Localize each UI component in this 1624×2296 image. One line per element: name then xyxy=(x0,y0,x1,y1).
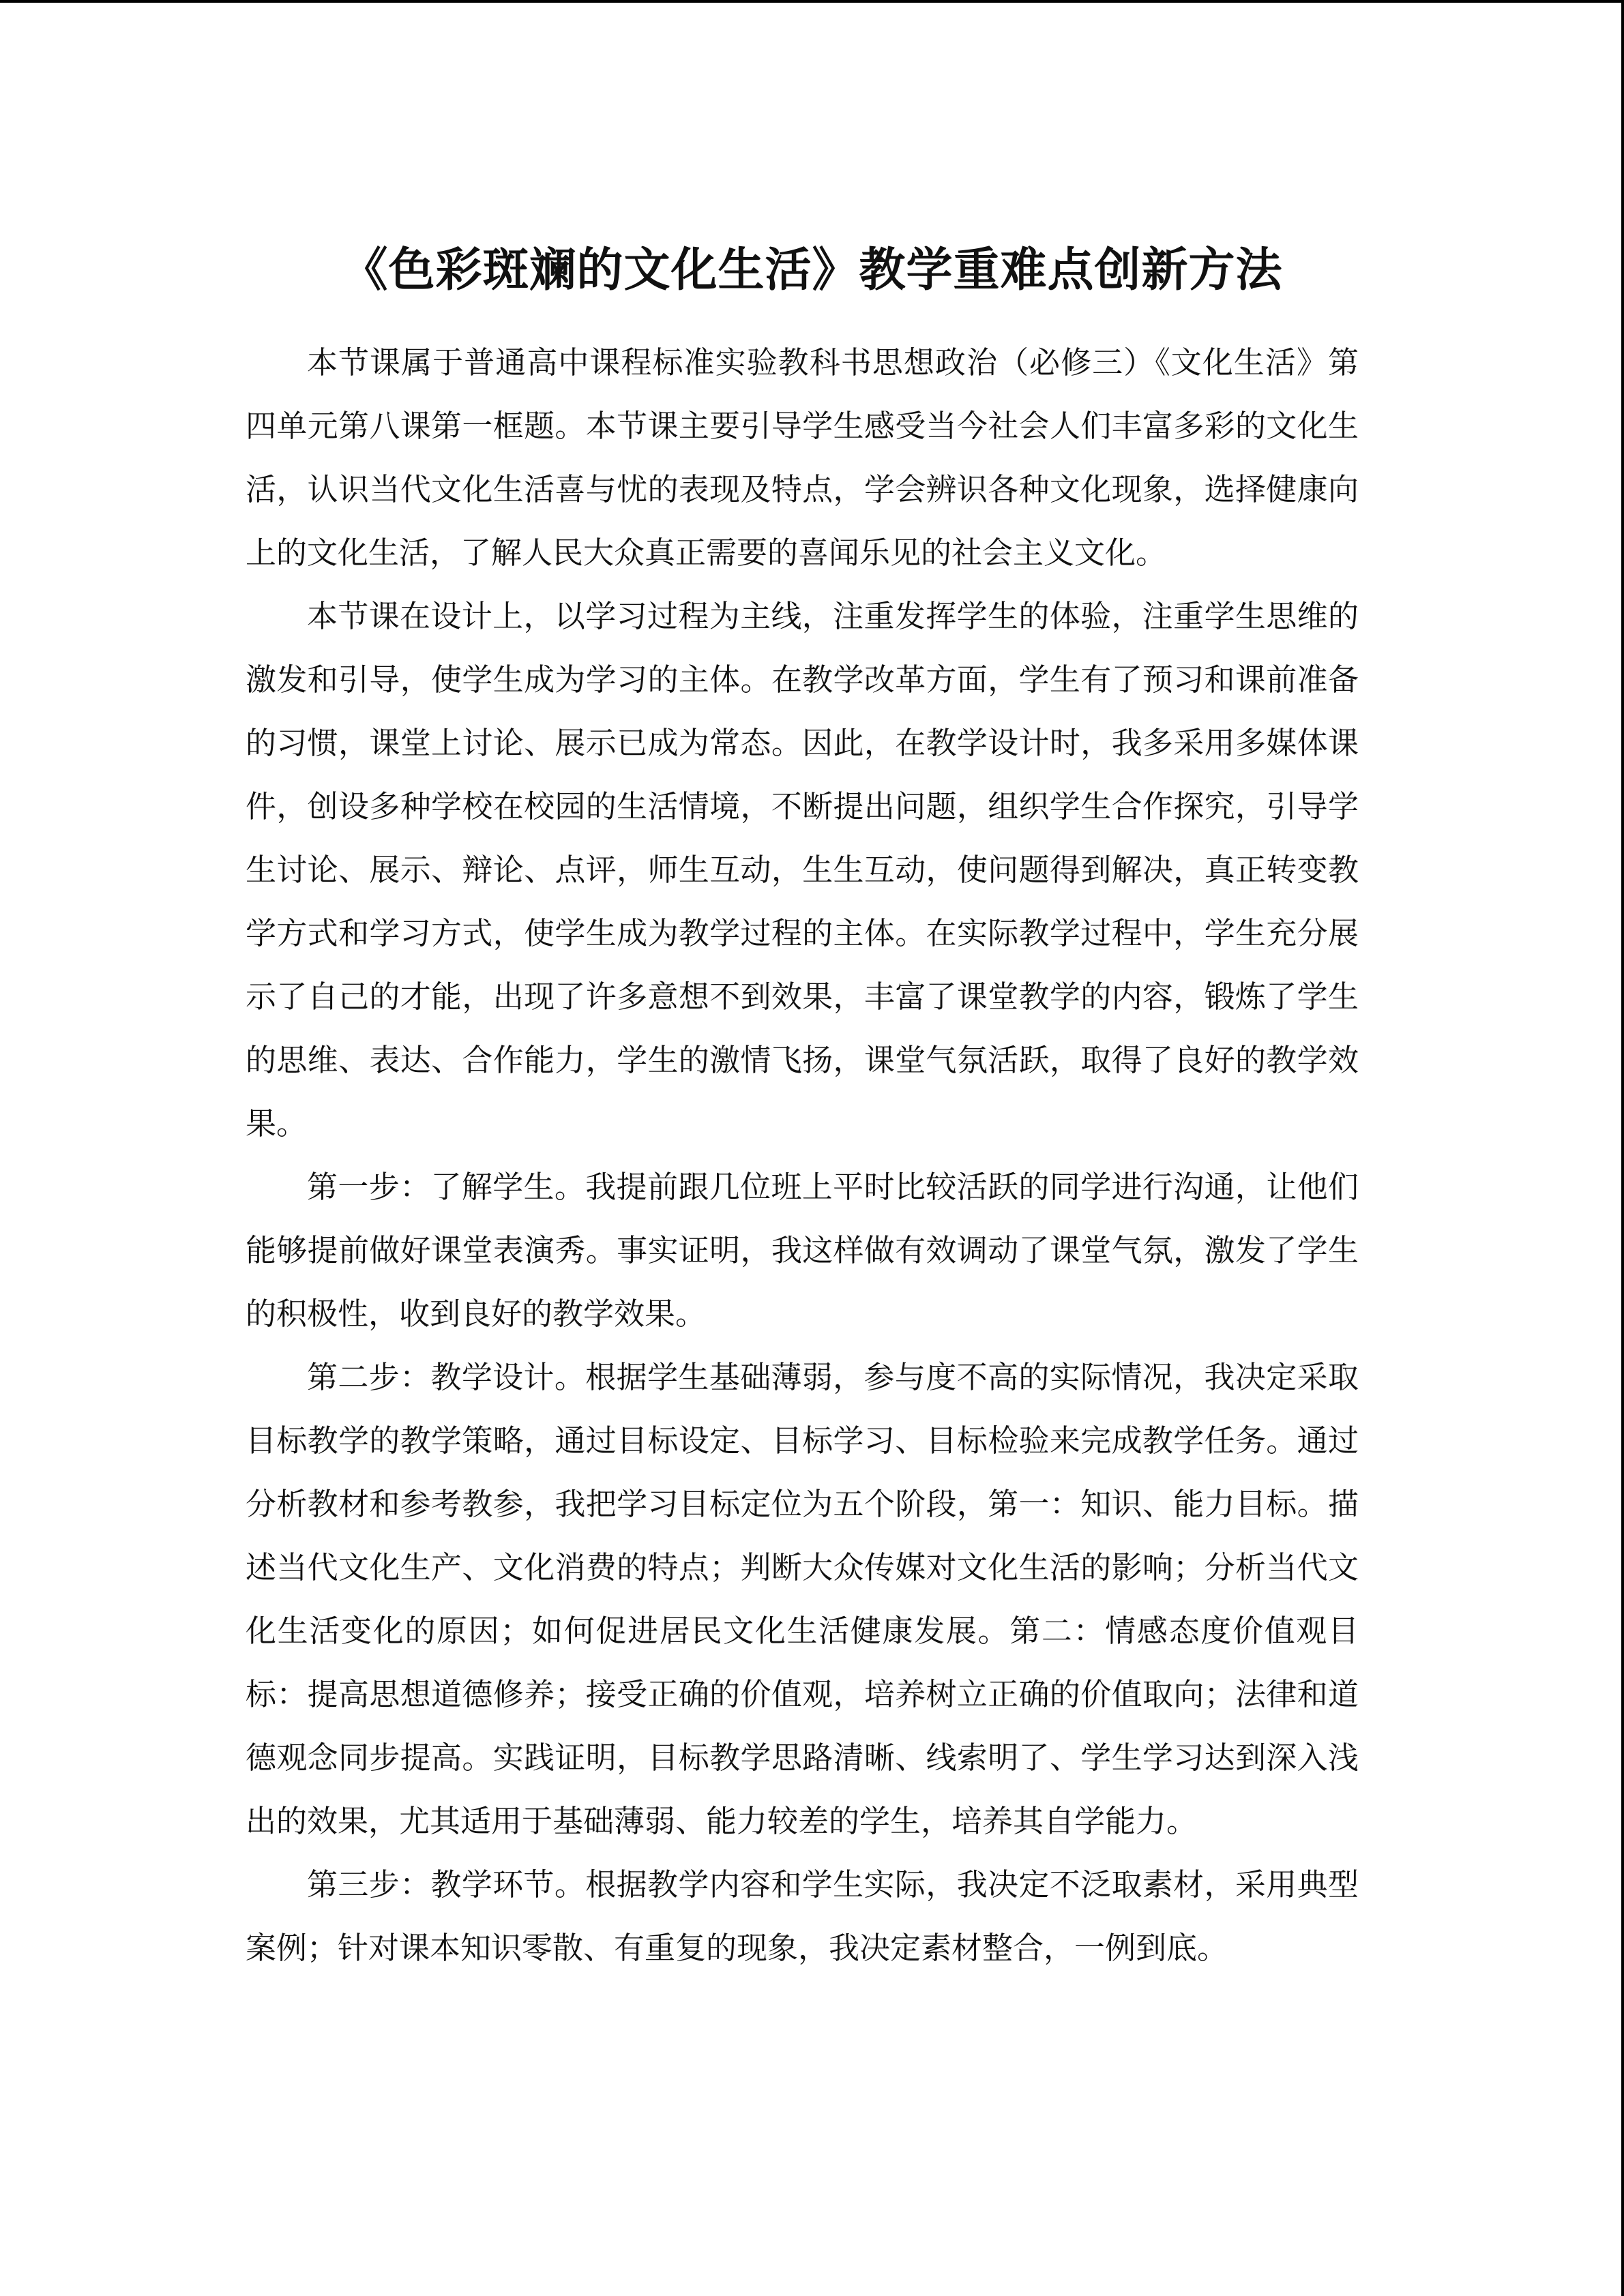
document-body xyxy=(246,331,1359,1980)
page-border-right xyxy=(1621,0,1624,2296)
paragraph-step-two: 第二步：教学设计。根据学生基础薄弱，参与度不高的实际情况，我决定采取目标教学的教学策略，通过目标设定、目标学习、目标检验来完成教学任务。通过分析教材和参考教参，我把学习目标定位为五个阶段，第一：知识、能力目标。描述当代文化生产、文化消费的特点；判断大众传媒对文化生活的影响；分析当代文化生活变化的原因；如何促进居民文化生活健康发展。第二：情感态度价值观目标：提高思想道德修养；接受正确的价值观，培养树立正确的价值取向；法律和道德观念同步提高。实践证明，目标教学思路清晰、线索明了、学生学习达到深入浅出的效果，尤其适用于基础薄弱、能力较差的学生，培养其自学能力。 xyxy=(246,1359,1359,1839)
page-border-top xyxy=(0,0,1624,3)
document-title: 《色彩斑斓的文化生活》教学重难点创新方法 xyxy=(341,242,1283,297)
paragraph-step-three: 第三步：教学环节。根据教学内容和学生实际，我决定不泛取素材，采用典型案例；针对课本知识零散、有重复的现象，我决定素材整合，一例到底。 xyxy=(246,1866,1359,1966)
paragraph-design: 本节课在设计上，以学习过程为主线，注重发挥学生的体验，注重学生思维的激发和引导，使学生成为学习的主体。在教学改革方面，学生有了预习和课前准备的习惯，课堂上讨论、展示已成为常态。因此，在教学设计时，我多采用多媒体课件，创设多种学校在校园的生活情境，不断提出问题，组织学生合作探究，引导学生讨论、展示、辩论、点评，师生互动，生生互动，使问题得到解决，真正转变教学方式和学习方式，使学生成为教学过程的主体。在实际教学过程中，学生充分展示了自己的才能，出现了许多意想不到效果，丰富了课堂教学的内容，锻炼了学生的思维、表达、合作能力，学生的激情飞扬，课堂气氛活跃，取得了良好的教学效果。 xyxy=(246,598,1359,1142)
paragraph-step-one: 第一步：了解学生。我提前跟几位班上平时比较活跃的同学进行沟通，让他们能够提前做好课堂表演秀。事实证明，我这样做有效调动了课堂气氛，激发了学生的积极性，收到良好的教学效果。 xyxy=(246,1169,1359,1332)
paragraph-intro: 本节课属于普通高中课程标准实验教科书思想政治（必修三）《文化生活》第四单元第八课第一框题。本节课主要引导学生感受当今社会人们丰富多彩的文化生活，认识当代文化生活喜与忧的表现及特点，学会辨识各种文化现象，选择健康向上的文化生活，了解人民大众真正需要的喜闻乐见的社会主义文化。 xyxy=(246,344,1359,571)
